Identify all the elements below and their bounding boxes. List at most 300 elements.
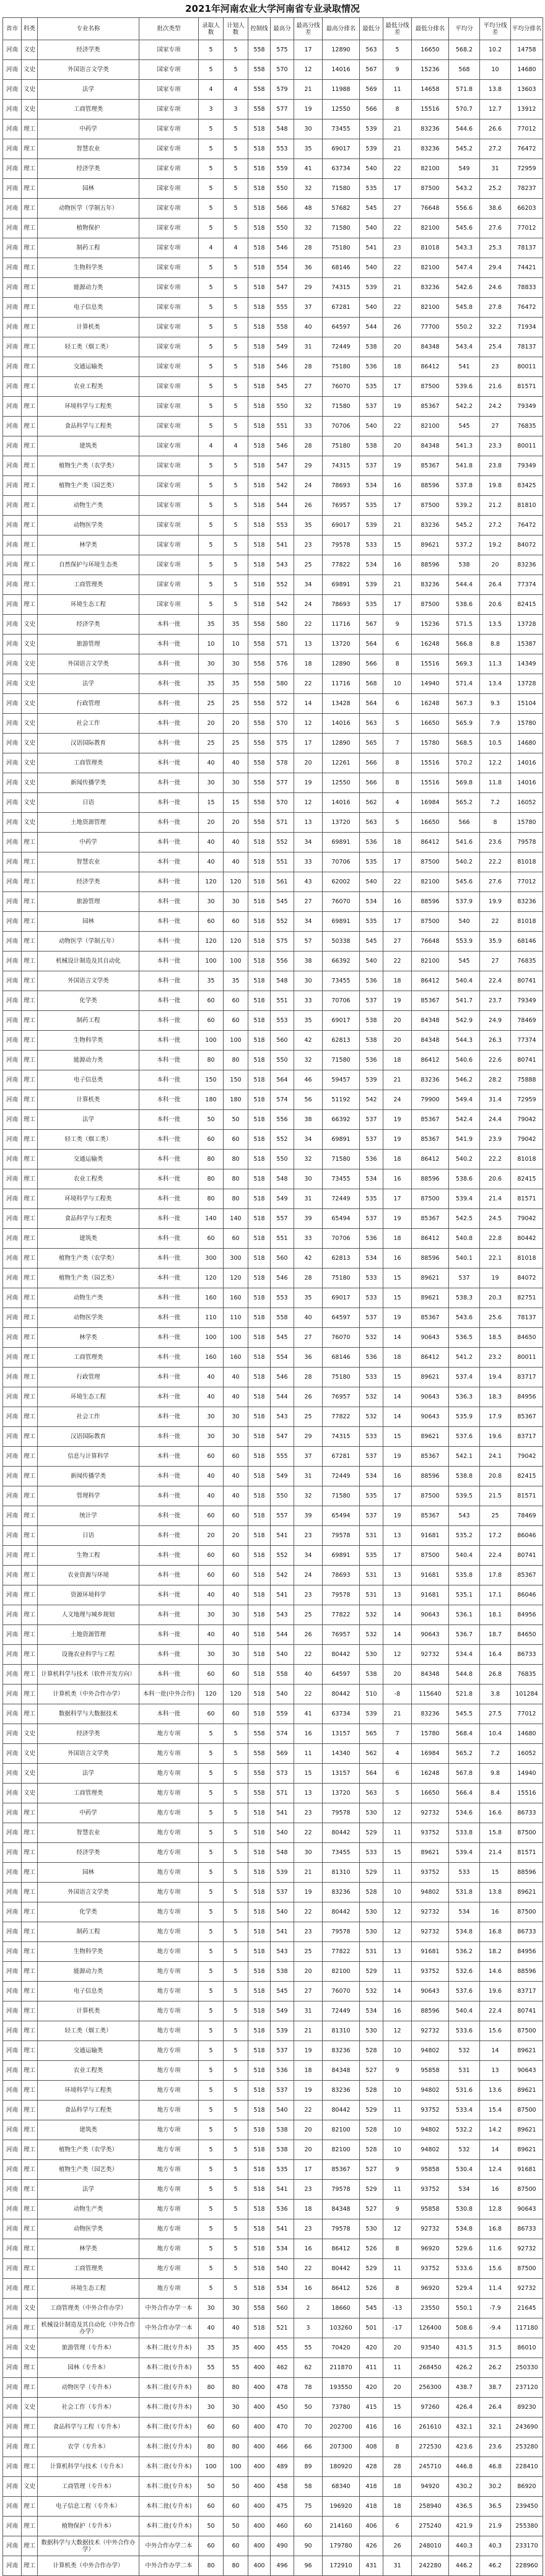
cell-avg-diff: 13.8 <box>480 1883 511 1902</box>
cell-admitted: 80 <box>199 2378 224 2398</box>
cell-max-diff: 25 <box>294 1407 323 1427</box>
cell-admitted: 60 <box>199 1506 224 1526</box>
cell-min-rank: 95858 <box>412 2160 449 2180</box>
cell-avg-diff: 24.6 <box>480 278 511 298</box>
cell-avg-rank: 79042 <box>511 1447 543 1467</box>
cell-min-rank: 91681 <box>412 1942 449 1962</box>
cell-avg-diff: 19.2 <box>480 536 511 555</box>
cell-batch: 本科一批 <box>139 833 199 852</box>
cell-min-rank: 91681 <box>412 1526 449 1546</box>
cell-batch: 地方专项 <box>139 2120 199 2140</box>
cell-planned: 40 <box>224 2318 248 2338</box>
column-header-max-diff: 最高分线差 <box>294 18 323 40</box>
cell-max-rank: 59457 <box>323 1070 360 1090</box>
cell-subject: 理工 <box>22 1843 38 1863</box>
cell-admitted: 5 <box>199 575 224 595</box>
cell-admitted: 5 <box>199 199 224 219</box>
cell-max-diff: 37 <box>294 298 323 318</box>
cell-subject: 理工 <box>22 2437 38 2457</box>
cell-major: 法学 <box>38 1110 139 1130</box>
column-header-admitted: 录取人数 <box>199 18 224 40</box>
cell-avg-rank: 87500 <box>511 2180 543 2200</box>
cell-avg-rank: 14940 <box>511 1764 543 1784</box>
column-header-max-rank: 最高分排名 <box>323 18 360 40</box>
cell-subject: 理工 <box>22 2536 38 2556</box>
cell-control-line: 518 <box>248 1090 271 1110</box>
cell-min-score: 565 <box>360 734 383 753</box>
cell-admitted: 5 <box>199 2279 224 2299</box>
cell-max-rank: 14016 <box>323 793 360 813</box>
cell-max-rank: 84348 <box>323 2061 360 2081</box>
cell-control-line: 518 <box>248 892 271 912</box>
cell-subject: 理工 <box>22 2457 38 2477</box>
cell-min-score: 536 <box>360 833 383 852</box>
cell-control-line: 518 <box>248 1407 271 1427</box>
cell-planned: 80 <box>224 2437 248 2457</box>
cell-batch: 地方专项 <box>139 1803 199 1823</box>
cell-major: 交通运输类 <box>38 1150 139 1169</box>
cell-min-rank: 258940 <box>412 2497 449 2517</box>
cell-max-rank: 64597 <box>323 1308 360 1328</box>
cell-planned: 5 <box>224 2200 248 2219</box>
cell-batch: 中外合作办学二本 <box>139 2556 199 2576</box>
cell-subject: 理工 <box>22 1704 38 1724</box>
cell-control-line: 558 <box>248 60 271 80</box>
cell-control-line: 518 <box>248 238 271 258</box>
cell-province: 河南 <box>3 1585 22 1605</box>
cell-min-diff: 16 <box>383 1467 412 1486</box>
cell-major: 电子信息工程（专升本） <box>38 2497 139 2517</box>
cell-major: 制药工程 <box>38 1922 139 1942</box>
cell-min-rank: 82100 <box>412 417 449 436</box>
cell-subject: 理工 <box>22 436 38 456</box>
cell-avg-score: 430.2 <box>449 2477 480 2497</box>
cell-subject: 理工 <box>22 1546 38 1566</box>
cell-planned: 30 <box>224 1605 248 1625</box>
cell-planned: 5 <box>224 555 248 575</box>
cell-avg-score: 541.7 <box>449 991 480 1011</box>
cell-major: 农业工程类 <box>38 377 139 397</box>
cell-min-score: 540 <box>360 258 383 278</box>
cell-avg-score: 541.3 <box>449 436 480 456</box>
cell-avg-score: 540.8 <box>449 1229 480 1249</box>
cell-major: 建筑类 <box>38 1229 139 1249</box>
cell-min-diff: 4 <box>383 1744 412 1764</box>
cell-control-line: 518 <box>248 971 271 991</box>
cell-major: 外国语言文学类 <box>38 654 139 674</box>
cell-avg-rank: 81571 <box>511 377 543 397</box>
cell-control-line: 518 <box>248 1011 271 1031</box>
cell-avg-score: 531 <box>449 2061 480 2081</box>
cell-subject: 理工 <box>22 258 38 278</box>
cell-max-score: 560 <box>271 1249 294 1268</box>
cell-subject: 理工 <box>22 1486 38 1506</box>
table-row <box>3 1546 543 1566</box>
cell-avg-score: 543 <box>449 1506 480 1526</box>
cell-major: 自然保护与环境生态类 <box>38 555 139 575</box>
cell-major: 化学类 <box>38 1902 139 1922</box>
cell-province: 河南 <box>3 1922 22 1942</box>
cell-max-rank: 13157 <box>323 1764 360 1784</box>
cell-max-rank: 72449 <box>323 1467 360 1486</box>
cell-min-rank: 93752 <box>412 2259 449 2279</box>
cell-control-line: 400 <box>248 2497 271 2517</box>
cell-avg-score: 536.3 <box>449 1387 480 1407</box>
cell-admitted: 100 <box>199 952 224 971</box>
cell-min-diff: 11 <box>383 2180 412 2200</box>
table-row <box>3 1249 543 1268</box>
cell-batch: 本科一批 <box>139 1625 199 1645</box>
cell-avg-score: 537.2 <box>449 536 480 555</box>
cell-planned: 40 <box>224 1625 248 1645</box>
cell-admitted: 5 <box>199 60 224 80</box>
cell-province: 河南 <box>3 238 22 258</box>
cell-avg-rank: 15104 <box>511 694 543 714</box>
cell-admitted: 5 <box>199 1883 224 1902</box>
cell-max-diff: 28 <box>294 436 323 456</box>
cell-avg-diff: 16 <box>480 2180 511 2200</box>
cell-max-rank: 70706 <box>323 991 360 1011</box>
cell-batch: 本科一批 <box>139 674 199 694</box>
cell-control-line: 518 <box>248 159 271 179</box>
cell-max-score: 571 <box>271 635 294 654</box>
cell-major: 农学（专升本） <box>38 2437 139 2457</box>
cell-avg-score: 542.9 <box>449 1011 480 1031</box>
cell-admitted: 40 <box>199 852 224 872</box>
cell-min-rank: 82100 <box>412 219 449 238</box>
cell-province: 河南 <box>3 892 22 912</box>
cell-max-score: 545 <box>271 1328 294 1348</box>
cell-admitted: 5 <box>199 2061 224 2081</box>
cell-avg-diff: 15.4 <box>480 2101 511 2120</box>
cell-avg-diff: 24.2 <box>480 397 511 417</box>
cell-max-rank: 82100 <box>323 1962 360 1982</box>
cell-subject: 理工 <box>22 991 38 1011</box>
cell-min-score: 534 <box>360 476 383 496</box>
cell-avg-diff: 26.4 <box>480 575 511 595</box>
cell-min-score: 530 <box>360 2219 383 2239</box>
cell-subject: 理工 <box>22 1447 38 1467</box>
cell-max-diff: 30 <box>294 1169 323 1189</box>
table-row <box>3 1368 543 1387</box>
cell-min-diff: 17 <box>383 496 412 516</box>
cell-min-diff: 11 <box>383 1962 412 1982</box>
cell-max-rank: 76070 <box>323 892 360 912</box>
cell-max-diff: 20 <box>294 1962 323 1982</box>
cell-max-rank: 78693 <box>323 1566 360 1585</box>
cell-subject: 理工 <box>22 476 38 496</box>
cell-min-diff: 18 <box>383 2477 412 2497</box>
cell-major: 生物科学类 <box>38 1031 139 1051</box>
cell-control-line: 518 <box>248 357 271 377</box>
cell-avg-diff: 14.2 <box>480 2120 511 2140</box>
cell-major: 新闻传播学类 <box>38 773 139 793</box>
cell-min-rank: 93752 <box>412 2101 449 2120</box>
cell-subject: 理工 <box>22 912 38 932</box>
cell-province: 河南 <box>3 1823 22 1843</box>
cell-min-score: 568 <box>360 674 383 694</box>
cell-min-diff: 13 <box>383 1566 412 1585</box>
cell-major: 工商管理类（中外合作办学） <box>38 2299 139 2318</box>
cell-min-rank: 261610 <box>412 2418 449 2437</box>
cell-avg-rank: 87500 <box>511 2259 543 2279</box>
cell-min-score: 544 <box>360 318 383 337</box>
cell-planned: 110 <box>224 1308 248 1328</box>
cell-avg-score: 569.3 <box>449 654 480 674</box>
cell-avg-score: 568.5 <box>449 734 480 753</box>
cell-admitted: 140 <box>199 1209 224 1229</box>
cell-avg-diff: 12.8 <box>480 2200 511 2219</box>
cell-min-diff: 6 <box>383 635 412 654</box>
cell-batch: 本科一批 <box>139 932 199 952</box>
cell-min-rank: 82100 <box>412 258 449 278</box>
cell-min-rank: 115640 <box>412 1685 449 1704</box>
cell-control-line: 518 <box>248 1070 271 1090</box>
cell-control-line: 518 <box>248 1843 271 1863</box>
cell-admitted: 3 <box>199 100 224 119</box>
cell-admitted: 40 <box>199 2318 224 2338</box>
cell-major: 植物生产类（农学类） <box>38 2140 139 2160</box>
table-row <box>3 1268 543 1288</box>
cell-avg-diff: 22.6 <box>480 1051 511 1070</box>
cell-min-diff: 11 <box>383 2358 412 2378</box>
cell-avg-score: 521.8 <box>449 1685 480 1704</box>
cell-control-line: 518 <box>248 952 271 971</box>
cell-min-score: 534 <box>360 892 383 912</box>
cell-min-score: 426 <box>360 2536 383 2556</box>
cell-min-diff: 18 <box>383 833 412 852</box>
cell-avg-rank: 84650 <box>511 1625 543 1645</box>
cell-max-score: 541 <box>271 536 294 555</box>
cell-avg-diff: 21.4 <box>480 1189 511 1209</box>
cell-planned: 5 <box>224 1843 248 1863</box>
cell-max-diff: 32 <box>294 1051 323 1070</box>
cell-admitted: 100 <box>199 1328 224 1348</box>
cell-min-diff: 22 <box>383 952 412 971</box>
cell-min-diff: 16 <box>383 892 412 912</box>
cell-avg-rank: 117180 <box>511 2318 543 2338</box>
cell-major: 动物生产类 <box>38 496 139 516</box>
cell-province: 河南 <box>3 1784 22 1803</box>
cell-admitted: 60 <box>199 2536 224 2556</box>
cell-max-score: 555 <box>271 298 294 318</box>
cell-min-score: 536 <box>360 357 383 377</box>
cell-min-score: 567 <box>360 60 383 80</box>
cell-avg-rank: 87500 <box>511 1823 543 1843</box>
table-row <box>3 2279 543 2299</box>
cell-max-diff: 40 <box>294 318 323 337</box>
cell-subject: 文史 <box>22 674 38 694</box>
cell-avg-rank: 83717 <box>511 1427 543 1447</box>
cell-max-score: 541 <box>271 1585 294 1605</box>
cell-avg-diff: 22.2 <box>480 1150 511 1169</box>
cell-avg-rank: 79349 <box>511 397 543 417</box>
cell-subject: 理工 <box>22 357 38 377</box>
cell-planned: 5 <box>224 2061 248 2081</box>
cell-avg-diff: 18.7 <box>480 1625 511 1645</box>
cell-planned: 20 <box>224 714 248 734</box>
cell-max-diff: 18 <box>294 2200 323 2219</box>
cell-avg-score: 538.8 <box>449 1467 480 1486</box>
cell-max-rank: 13720 <box>323 813 360 833</box>
cell-avg-rank: 239450 <box>511 2497 543 2517</box>
cell-max-score: 545 <box>271 377 294 397</box>
cell-max-score: 554 <box>271 258 294 278</box>
cell-min-score: 534 <box>360 555 383 575</box>
cell-avg-score: 565.2 <box>449 1744 480 1764</box>
cell-control-line: 518 <box>248 833 271 852</box>
cell-max-diff: 17 <box>294 2160 323 2180</box>
cell-admitted: 5 <box>199 1823 224 1843</box>
cell-max-diff: 24 <box>294 476 323 496</box>
cell-max-score: 547 <box>271 1427 294 1447</box>
cell-batch: 本科一批 <box>139 773 199 793</box>
cell-max-score: 546 <box>271 436 294 456</box>
cell-max-diff: 34 <box>294 833 323 852</box>
cell-batch: 本科一批 <box>139 1368 199 1387</box>
cell-major: 新闻传播学类 <box>38 1467 139 1486</box>
cell-min-rank: 87500 <box>412 912 449 932</box>
cell-avg-score: 536.2 <box>449 1942 480 1962</box>
cell-control-line: 558 <box>248 1744 271 1764</box>
cell-admitted: 25 <box>199 734 224 753</box>
cell-avg-rank: 21645 <box>511 2299 543 2318</box>
cell-avg-rank: 237120 <box>511 2378 543 2398</box>
cell-subject: 理工 <box>22 377 38 397</box>
cell-batch: 地方专项 <box>139 1962 199 1982</box>
cell-avg-rank: 80741 <box>511 1051 543 1070</box>
cell-min-score: 540 <box>360 952 383 971</box>
table-row <box>3 2536 543 2556</box>
cell-min-rank: 16650 <box>412 40 449 60</box>
cell-major: 生物工程 <box>38 1546 139 1566</box>
cell-control-line: 518 <box>248 1189 271 1209</box>
cell-batch: 中外合作办学二本 <box>139 2536 199 2556</box>
cell-min-rank: 94802 <box>412 2140 449 2160</box>
table-row <box>3 1209 543 1229</box>
cell-min-rank: 90643 <box>412 1982 449 2001</box>
cell-min-rank: 15516 <box>412 753 449 773</box>
cell-admitted: 60 <box>199 2418 224 2437</box>
cell-avg-diff: 7.2 <box>480 793 511 813</box>
cell-major: 环境科学与工程类 <box>38 2081 139 2101</box>
cell-avg-score: 542.2 <box>449 397 480 417</box>
cell-min-diff: 19 <box>383 1447 412 1467</box>
cell-control-line: 518 <box>248 417 271 436</box>
cell-max-score: 574 <box>271 1724 294 1744</box>
cell-min-score: 566 <box>360 773 383 793</box>
cell-subject: 理工 <box>22 1368 38 1387</box>
cell-avg-diff: 25.3 <box>480 238 511 258</box>
cell-admitted: 5 <box>199 258 224 278</box>
cell-avg-diff: 11.8 <box>480 773 511 793</box>
cell-max-diff: 23 <box>294 1922 323 1942</box>
cell-avg-rank: 66203 <box>511 199 543 219</box>
cell-planned: 5 <box>224 1962 248 1982</box>
cell-subject: 理工 <box>22 397 38 417</box>
cell-admitted: 55 <box>199 2358 224 2378</box>
cell-max-diff: 33 <box>294 852 323 872</box>
cell-province: 河南 <box>3 1447 22 1467</box>
table-row <box>3 80 543 100</box>
cell-min-rank: 83236 <box>412 278 449 298</box>
cell-min-score: 529 <box>360 2259 383 2279</box>
cell-admitted: 5 <box>199 2041 224 2061</box>
cell-min-score: 567 <box>360 615 383 635</box>
cell-max-rank: 214160 <box>323 2517 360 2536</box>
cell-max-diff: 13 <box>294 635 323 654</box>
cell-batch: 本科一批 <box>139 1486 199 1506</box>
cell-batch: 国家专项 <box>139 179 199 199</box>
cell-control-line: 400 <box>248 2457 271 2477</box>
cell-min-diff: 27 <box>383 199 412 219</box>
cell-major: 中药学 <box>38 833 139 852</box>
cell-control-line: 518 <box>248 1823 271 1843</box>
cell-planned: 5 <box>224 60 248 80</box>
cell-min-rank: 86412 <box>412 1348 449 1368</box>
cell-admitted: 100 <box>199 2457 224 2477</box>
cell-max-score: 573 <box>271 1764 294 1784</box>
column-header-batch: 批次类型 <box>139 18 199 40</box>
cell-max-rank: 11716 <box>323 615 360 635</box>
cell-admitted: 40 <box>199 753 224 773</box>
cell-min-score: 408 <box>360 2437 383 2457</box>
cell-planned: 5 <box>224 1784 248 1803</box>
cell-control-line: 518 <box>248 219 271 238</box>
table-row <box>3 397 543 417</box>
cell-min-score: 420 <box>360 2378 383 2398</box>
cell-major: 社会工作（专升本） <box>38 2398 139 2418</box>
cell-avg-rank: 82415 <box>511 1169 543 1189</box>
cell-batch: 本科一批 <box>139 635 199 654</box>
cell-max-diff: 19 <box>294 1883 323 1902</box>
cell-control-line: 518 <box>248 258 271 278</box>
table-row <box>3 773 543 793</box>
cell-min-rank: 82100 <box>412 952 449 971</box>
cell-max-score: 543 <box>271 555 294 575</box>
cell-avg-rank: 87500 <box>511 2101 543 2120</box>
cell-avg-rank: 89621 <box>511 2140 543 2160</box>
cell-province: 河南 <box>3 1130 22 1150</box>
cell-subject: 理工 <box>22 971 38 991</box>
cell-min-score: 535 <box>360 1189 383 1209</box>
cell-avg-score: 543.4 <box>449 337 480 357</box>
table-row <box>3 456 543 476</box>
cell-subject: 理工 <box>22 872 38 892</box>
cell-planned: 25 <box>224 694 248 714</box>
cell-batch: 地方专项 <box>139 1982 199 2001</box>
cell-min-score: 537 <box>360 1130 383 1150</box>
cell-major: 能源动力类 <box>38 1051 139 1070</box>
table-row <box>3 2180 543 2200</box>
cell-min-score: 537 <box>360 1110 383 1130</box>
cell-major: 中药学 <box>38 119 139 139</box>
cell-max-rank: 75180 <box>323 436 360 456</box>
cell-max-rank: 62813 <box>323 1249 360 1268</box>
cell-avg-score: 533 <box>449 1863 480 1883</box>
cell-min-rank: 84348 <box>412 1011 449 1031</box>
cell-max-diff: 18 <box>294 654 323 674</box>
cell-min-diff: 21 <box>383 1704 412 1724</box>
cell-control-line: 400 <box>248 2556 271 2576</box>
cell-province: 河南 <box>3 1090 22 1110</box>
cell-avg-diff: 13.4 <box>480 674 511 694</box>
cell-major: 动物医学（专升本） <box>38 2378 139 2398</box>
cell-min-rank: 92732 <box>412 2219 449 2239</box>
cell-avg-score: 535.9 <box>449 1407 480 1427</box>
cell-max-score: 556 <box>271 952 294 971</box>
cell-min-rank: 14658 <box>412 80 449 100</box>
